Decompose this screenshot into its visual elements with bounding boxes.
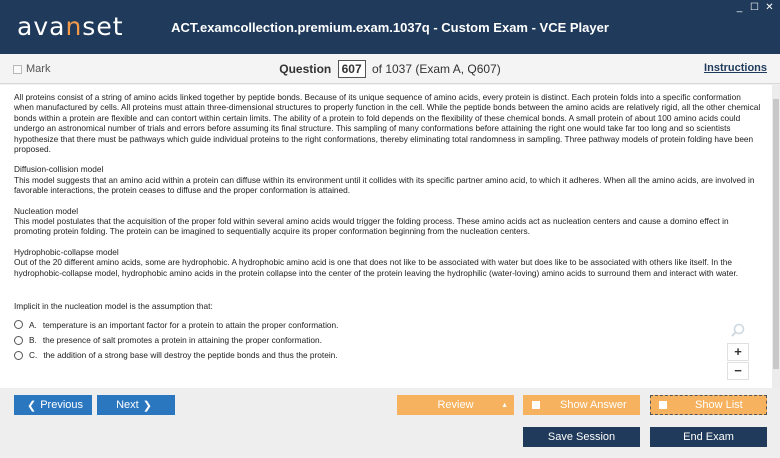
passage-section xyxy=(14,206,762,237)
zoom-in-button[interactable]: + xyxy=(727,343,749,361)
chevron-right-icon: ❯ xyxy=(142,399,152,412)
passage-text: All proteins consist of a string of amino acids linked together by peptide bonds. Because of its unique sequence of amino acids, every protein is distinct. Each protein folds into a specific conformation when manufactured by cells. All proteins must attain three-dimensional structures to properly function in the cell. While the peptide bonds between the amino acids are relatively rigid, all the other chemical bonds within a protein are flexible and can contort within certain limits. The ability of a protein to fold depends on the flexibility of these chemical bonds. A small protein of about 100 amino acids could undergo an astronomical number of trials and errors before assuming its final structure. This sampling of many conformations before attaining the right one would take far too long and so scientists hypothesize that there must be pathways which guide individual proteins to the right conformations, thereby eliminating total randomness in sampling. Three pathway models of protein folding have been proposed. xyxy=(14,92,761,155)
review-label: Review xyxy=(437,399,474,411)
radio-icon[interactable] xyxy=(14,320,23,329)
show-answer-label: Show Answer xyxy=(560,399,627,411)
question-bar xyxy=(0,54,780,84)
question-number-input[interactable]: 607 xyxy=(338,60,366,78)
navigation-bar xyxy=(0,388,780,422)
logo-prefix: ava xyxy=(17,12,66,41)
scroll-thumb[interactable] xyxy=(773,99,779,369)
checkbox-icon xyxy=(532,401,540,409)
maximize-icon[interactable]: ☐ xyxy=(750,2,759,13)
question-info xyxy=(0,60,780,78)
option-text: temperature is an important factor for a protein to attain the proper conformation. xyxy=(42,319,339,330)
session-bar xyxy=(0,422,780,458)
mark-label: Mark xyxy=(26,63,51,75)
logo-suffix: set xyxy=(82,12,124,41)
answer-option-b[interactable] xyxy=(14,335,762,345)
answer-option-c[interactable] xyxy=(14,350,762,360)
previous-label: Previous xyxy=(40,399,83,411)
instructions-link[interactable]: Instructions xyxy=(704,62,767,74)
passage-intro xyxy=(14,92,762,154)
window-controls xyxy=(735,2,774,14)
review-button[interactable] xyxy=(397,395,514,415)
section-heading: Nucleation model xyxy=(14,205,79,216)
section-text: Out of the 20 different amino acids, some are hydrophobic. A hydrophobic amino acid is one that does not like to be associated with water but does like to be associated with others like itself. In the hydrophobic-collapse model, hydrophobic amino acids in the protein collapse into the center of the protein leaving the hydrophilic (water-loving) amino acids to surround them and interact with water. xyxy=(14,257,739,278)
triangle-up-icon: ▲ xyxy=(501,401,508,409)
checkbox-icon xyxy=(659,401,667,409)
close-icon[interactable]: ✕ xyxy=(765,2,774,13)
chevron-left-icon: ❮ xyxy=(26,399,37,412)
option-letter: B. xyxy=(29,334,37,345)
section-text: This model suggests that an amino acid within a protein can diffuse within its environment until it collides with its specific partner amino acid, to which it adheres. When all the amino acids, are involved in favorable interactions, the protein ceases to diffuse and the proper conformation is attained. xyxy=(14,174,755,196)
question-label: Question xyxy=(279,62,332,76)
option-text: the addition of a strong base will destroy the peptide bonds and thus the protein. xyxy=(43,350,338,361)
next-label: Next xyxy=(116,399,139,411)
passage-section xyxy=(14,164,762,195)
show-list-button[interactable] xyxy=(650,395,767,415)
question-content xyxy=(0,85,772,388)
answer-option-a[interactable] xyxy=(14,320,762,330)
next-button[interactable] xyxy=(97,395,175,415)
section-heading: Diffusion-collision model xyxy=(14,164,104,175)
save-session-button[interactable]: Save Session xyxy=(523,427,640,447)
magnifier-icon xyxy=(731,323,745,337)
vertical-scrollbar[interactable] xyxy=(772,85,780,388)
section-text: This model postulates that the acquisition of the proper fold within several amino acids would trigger the folding process. These amino acids act as nucleation centers and cause a domino effect in promoting protein folding. The protein can be imagined to sequentially acquire its proper conformation beginning from the nucleation centers. xyxy=(14,216,729,237)
radio-icon[interactable] xyxy=(14,351,23,360)
end-exam-button[interactable]: End Exam xyxy=(650,427,767,447)
radio-icon[interactable] xyxy=(14,336,23,345)
minimize-icon[interactable]: _ xyxy=(736,2,743,13)
option-text: the presence of salt promotes a protein in attaining the proper conformation. xyxy=(42,334,322,345)
zoom-out-button[interactable]: − xyxy=(727,362,749,380)
show-list-label: Show List xyxy=(695,399,743,411)
title-bar xyxy=(0,0,780,54)
logo-accent: n xyxy=(65,12,83,41)
previous-button[interactable] xyxy=(14,395,92,415)
window-title: ACT.examcollection.premium.exam.1037q - Custom Exam - VCE Player xyxy=(171,20,609,35)
section-heading: Hydrophobic-collapse model xyxy=(14,246,119,257)
show-answer-button[interactable] xyxy=(523,395,640,415)
passage-section xyxy=(14,247,762,278)
option-letter: A. xyxy=(29,319,37,330)
question-text: Implicit in the nucleation model is the assumption that: xyxy=(14,301,213,312)
option-letter: C. xyxy=(29,350,38,361)
question-count: of 1037 (Exam A, Q607) xyxy=(371,62,501,76)
